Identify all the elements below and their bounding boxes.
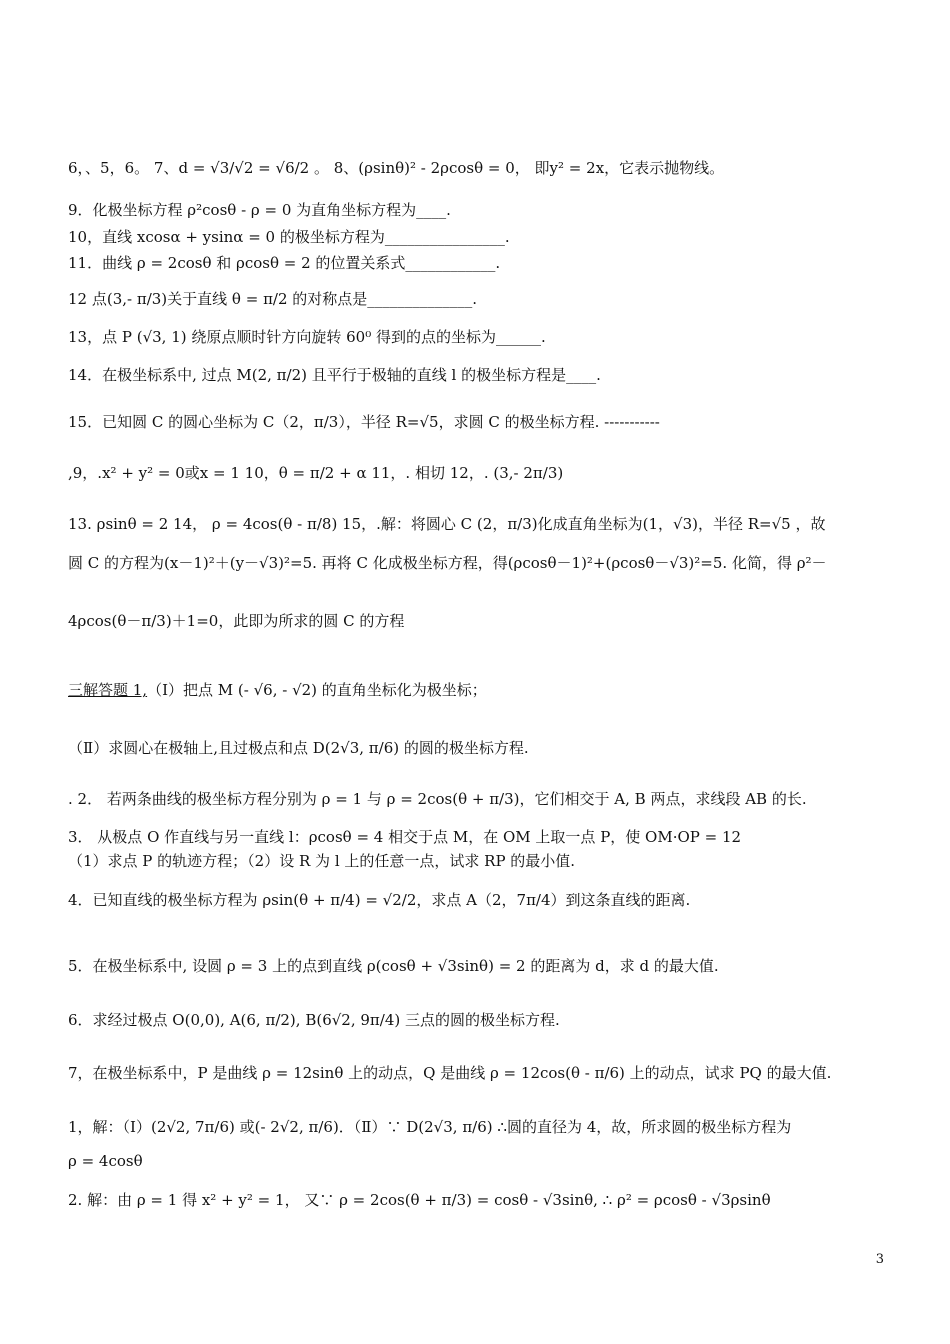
question-1-part-1: （Ⅰ）把点 M (- √6, - √2) 的直角坐标化为极坐标； (147, 681, 487, 699)
problem-4: 4．已知直线的极坐标方程为 ρsin(θ + π/4) = √2/2，求点 A（2，7π/4）到这条直线的距离. (68, 891, 691, 909)
solution-1-result: ρ = 4cosθ (68, 1152, 143, 1170)
problem-2: . 2． 若两条曲线的极坐标方程分别为 ρ = 1 与 ρ = 2cos(θ + π/3)，它们相交于 A, B 两点，求线段 AB 的长. (68, 790, 807, 808)
section-heading: 三解答题 1, (68, 681, 148, 699)
problem-5: 5．在极坐标系中, 设圆 ρ = 3 上的点到直线 ρ(cosθ + √3sinθ) = 2 的距离为 d，求 d 的最大值. (68, 957, 719, 975)
problem-3: 3． 从极点 O 作直线与另一直线 l：ρcosθ = 4 相交于点 M，在 OM 上取一点 P，使 OM·OP = 12 (68, 828, 742, 846)
answer-15-continued: 圆 C 的方程为(x－1)²＋(y－√3)²=5. 再将 C 化成极坐标方程，得(ρcosθ－1)²+(ρcosθ－√3)²=5. 化简，得 ρ²－ (68, 554, 827, 572)
question-11: 11．曲线 ρ = 2cosθ 和 ρcosθ = 2 的位置关系式____________. (68, 254, 501, 272)
question-1-part-2: （Ⅱ）求圆心在极轴上,且过极点和点 D(2√3, π/6) 的圆的极坐标方程. (68, 739, 529, 757)
answers-9-12: ,9，.x² + y² = 0或x = 1 10，θ = π/2 + α 11，. 相切 12，. (3,- 2π/3) (68, 464, 564, 482)
answer-line-6-8: 6，、5，6。 7、d = √3/√2 = √6/2 。 8、(ρsinθ)² - 2ρcosθ = 0， 即y² = 2x，它表示抛物线。 (68, 159, 725, 177)
answers-13-15: 13. ρsinθ = 2 14， ρ = 4cos(θ - π/8) 15，.解：将圆心 C (2，π/3)化成直角坐标为(1，√3)，半径 R=√5 ，故 (68, 515, 826, 533)
page-number: 3 (875, 1252, 884, 1267)
problem-6: 6．求经过极点 O(0,0), A(6, π/2), B(6√2, 9π/4) 三点的圆的极坐标方程. (68, 1011, 560, 1029)
solution-1: 1，解：（Ⅰ）(2√2, 7π/6) 或(- 2√2, π/6)．（Ⅱ）∵ D(2√3, π/6) ∴圆的直径为 4，故，所求圆的极坐标方程为 (68, 1118, 792, 1136)
question-12: 12 点(3,- π/3)关于直线 θ = π/2 的对称点是______________. (68, 290, 478, 308)
solution-2: 2. 解：由 ρ = 1 得 x² + y² = 1， 又∵ ρ = 2cos(θ + π/3) = cosθ - √3sinθ, ∴ ρ² = ρcosθ - √3ρsinθ (68, 1191, 771, 1209)
question-13: 13，点 P (√3, 1) 绕原点顺时针方向旋转 60⁰ 得到的点的坐标为______. (68, 328, 546, 346)
question-14: 14．在极坐标系中, 过点 M(2, π/2) 且平行于极轴的直线 l 的极坐标方程是____. (68, 366, 601, 384)
answer-15-end: 4ρcos(θ－π/3)＋1=0，此即为所求的圆 C 的方程 (68, 612, 405, 630)
section-solutions-line (68, 680, 888, 700)
problem-7: 7，在极坐标系中，P 是曲线 ρ = 12sinθ 上的动点，Q 是曲线 ρ = 12cos(θ - π/6) 上的动点，试求 PQ 的最大值. (68, 1064, 832, 1082)
question-10: 10，直线 xcosα + ysinα = 0 的极坐标方程为________________. (68, 228, 510, 246)
question-9: 9．化极坐标方程 ρ²cosθ - ρ = 0 为直角坐标方程为____. (68, 201, 451, 219)
question-15: 15．已知圆 C 的圆心坐标为 C（2，π/3），半径 R=√5，求圆 C 的极坐标方程. ----------- (68, 413, 660, 431)
problem-3-parts: （1）求点 P 的轨迹方程；（2）设 R 为 l 上的任意一点，试求 RP 的最小值. (68, 852, 576, 870)
